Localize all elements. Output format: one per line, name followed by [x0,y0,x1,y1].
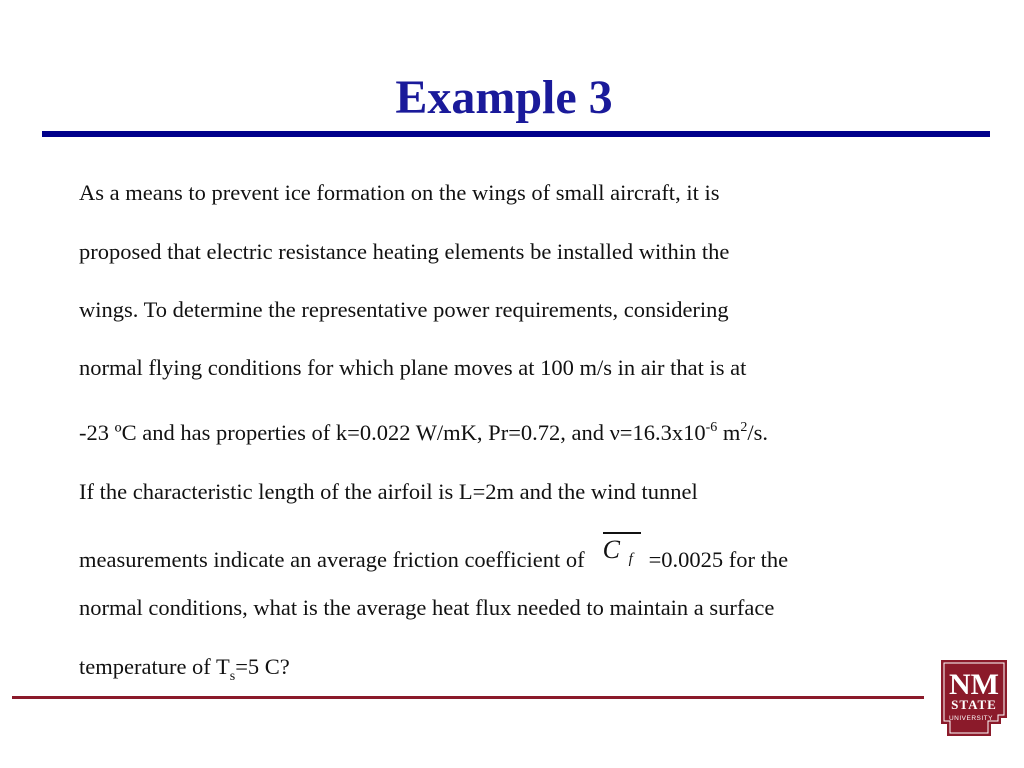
text-line-3: wings. To determine the representative power requirements, considering [79,297,729,322]
text-line-1: As a means to prevent ice formation on the wings of small aircraft, it is [79,180,720,205]
text-line-2: proposed that electric resistance heating elements be installed within the [79,239,730,264]
exponent-neg6: -6 [705,420,718,435]
nmsu-logo [939,658,1009,738]
text-line-5-c: /s. [747,420,769,445]
text-line-9-b: =5 C? [235,654,290,679]
logo-state-text: STATE [951,697,997,712]
title-underline [42,131,990,137]
subscript-s: s [229,669,236,684]
cf-subscript: f [628,551,633,567]
exponent-2: 2 [740,420,748,435]
footer-rule [12,696,924,699]
text-line-7 [79,535,788,575]
text-line-9 [79,652,290,686]
text-line-7-a: measurements indicate an average friction coefficient of [79,547,585,572]
text-line-5 [79,418,768,452]
text-line-7-b: =0.0025 for the [648,547,789,572]
text-line-9-a: temperature of T [79,654,230,679]
text-line-6: If the characteristic length of the airfoil is L=2m and the wind tunnel [79,479,698,504]
slide-title: Example 3 [395,71,613,124]
logo-university-text: UNIVERSITY [948,715,994,722]
text-line-5-b: m [717,420,741,445]
friction-coefficient-symbol [603,535,643,575]
cf-letter: C [602,535,620,564]
text-line-4: normal flying conditions for which plane moves at 100 m/s in air that is at [79,355,747,380]
text-line-8: normal conditions, what is the average heat flux needed to maintain a surface [79,595,775,620]
logo-nm-text: NM [949,668,999,701]
overline [603,532,641,534]
text-line-5-a: -23 ºC and has properties of k=0.022 W/mK, Pr=0.72, and ν=16.3x10 [79,420,706,445]
